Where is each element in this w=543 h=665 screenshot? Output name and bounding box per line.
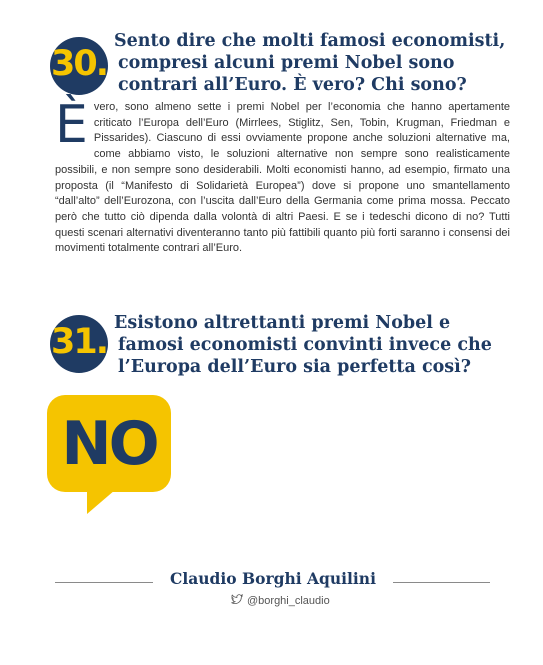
question-30-title: [114, 30, 505, 96]
question-31-title-line: l’Europa dell’Euro sia perfetta così?: [118, 357, 472, 377]
answer-no-text: NO: [61, 408, 157, 479]
author-handle[interactable]: @borghi_claudio: [247, 595, 330, 607]
question-31-title-line: Esistono altrettanti premi Nobel e: [114, 313, 451, 333]
question-30-title-line: compresi alcuni premi Nobel sono: [118, 53, 455, 73]
question-30-number: 30.: [51, 44, 108, 84]
twitter-bird-icon: [231, 594, 243, 608]
author-name: Claudio Borghi Aquilini: [170, 569, 376, 588]
author-handle-row: [231, 594, 330, 608]
question-31-title-line: famosi economisti convinti invece che: [118, 335, 492, 355]
question-31-number: 31.: [51, 322, 108, 362]
footer-rule-right: [393, 582, 490, 583]
dropcap: È: [55, 95, 88, 155]
answer-30-paragraph: [55, 95, 510, 257]
question-30-title-line: contrari all’Euro. È vero? Chi sono?: [118, 75, 467, 95]
answer-30-text: vero, sono almeno sette i premi Nobel per l’economia che hanno apertamente criticato l’Europa dell’Euro (Mirrlees, Stiglitz, Sen, Tobin, Krugman, Friedman e Pissarides). Ciascuno di essi ovviamente propone anche soluzioni alternative ma, come abbiamo visto, le soluzioni alternative non sempre sono realisticamente possibili, e non sempre sono desiderabili. Molti economisti hanno, ad esempio, firmato una proposta (il “Manifesto di Solidarietà Europea”) dove si propone uno smantellamento “dall’alto” dell’Eurozona, con l’uscita dall’Euro della Germania come prima mossa. Peccato però che tutto ciò dipenda dalla volontà di altri Paesi. E se i tedeschi dicono di no? Tutti questi scenari alternativi diventeranno tanto più fattibili quanto più forti saranno i consensi dei movimenti totalmente contrari all’Euro.: [55, 101, 510, 255]
footer-rule-left: [55, 582, 153, 583]
question-30-title-line: Sento dire che molti famosi economisti,: [114, 31, 506, 51]
answer-bubble-tail: [87, 490, 115, 514]
question-31-title: [114, 312, 492, 378]
